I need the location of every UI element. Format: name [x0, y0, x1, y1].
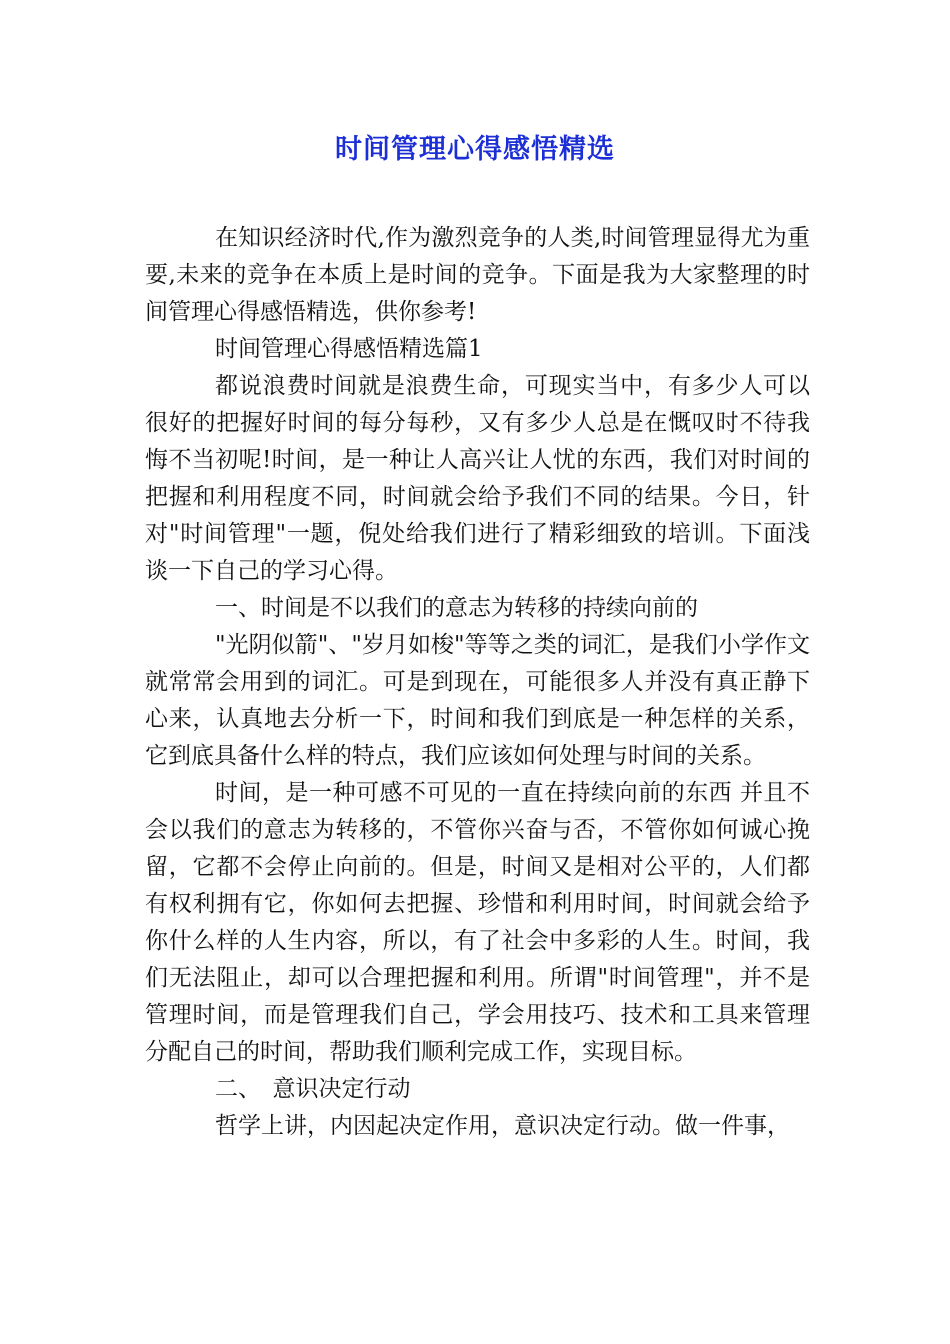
paragraph: 在知识经济时代,作为激烈竞争的人类,时间管理显得尤为重要,未来的竞争在本质上是时间的竞争。下面是我为大家整理的时间管理心得感悟精选，供你参考! [145, 225, 810, 325]
section-heading: 时间管理心得感悟精选篇1 [215, 336, 483, 362]
section-heading: 一、时间是不以我们的意志为转移的持续向前的 [215, 595, 698, 621]
paragraph: 时间，是一种可感不可见的一直在持续向前的东西 并且不会以我们的意志为转移的，不管你兴奋与否，不管你如何诚心挽留，它都不会停止向前的。但是，时间又是相对公平的，人们都有权利拥有它，你如何去把握、珍惜和利用时间，时间就会给予你什么样的人生内容，所以，有了社会中多彩的人生。时间，我们无法阻止，却可以合理把握和利用。所谓"时间管理"，并不是管理时间，而是管理我们自己，学会用技巧、技术和工具来管理分配自己的时间，帮助我们顺利完成工作，实现目标。 [145, 780, 810, 1065]
paragraph: 哲学上讲，内因起决定作用，意识决定行动。做一件事， [215, 1113, 790, 1139]
document-body [145, 220, 810, 1145]
section-heading: 二、 意识决定行动 [215, 1076, 411, 1102]
paragraph: "光阴似箭"、"岁月如梭"等等之类的词汇，是我们小学作文就常常会用到的词汇。可是到现在，可能很多人并没有真正静下心来，认真地去分析一下，时间和我们到底是一种怎样的关系，它到底具备什么样的特点，我们应该如何处理与时间的关系。 [145, 632, 810, 769]
paragraph: 都说浪费时间就是浪费生命，可现实当中，有多少人可以很好的把握好时间的每分每秒，又有多少人总是在慨叹时不待我悔不当初呢!时间，是一种让人高兴让人忧的东西，我们对时间的把握和利用程度不同，时间就会给予我们不同的结果。今日，针对"时间管理"一题，倪处给我们进行了精彩细致的培训。下面浅谈一下自己的学习心得。 [145, 373, 810, 584]
document-title: 时间管理心得感悟精选 [335, 134, 615, 165]
